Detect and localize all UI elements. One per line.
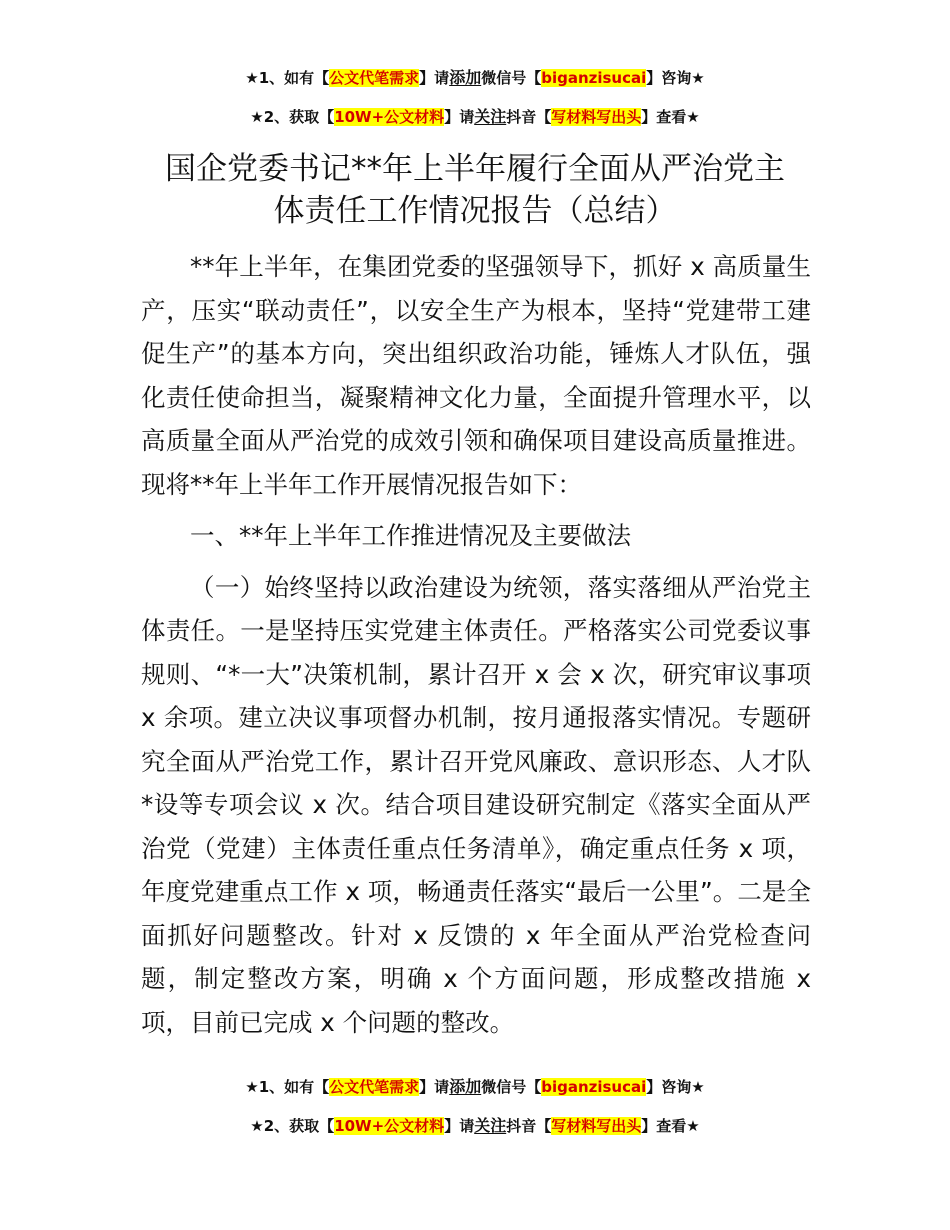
ad-line1-mid1: 】请 xyxy=(419,69,450,87)
ad-line1-highlight-service: 公文代笔需求 xyxy=(329,1078,420,1096)
ad-line2-suffix: 】查看★ xyxy=(641,1117,700,1135)
ad-line1-prefix: ★1、如有【 xyxy=(245,1078,330,1096)
ad-line2-highlight-materials: 10W+公文材料 xyxy=(334,108,445,126)
section-1-heading: 一、**年上半年工作推进情况及主要做法 xyxy=(190,521,631,550)
ad-line1-mid2: 微信号【 xyxy=(481,69,542,87)
ad-line1-highlight-service: 公文代笔需求 xyxy=(329,69,420,87)
document-title-line-1: 国企党委书记**年上半年履行全面从严治党主 xyxy=(165,151,785,187)
intro-paragraph: **年上半年，在集团党委的坚强领导下，抓好 x 高质量生产，压实“联动责任”，以安全生产为根本，坚持“党建带工建促生产”的基本方向，突出组织政治功能，锤炼人才队伍，强化责任使命担当，凝聚精神文化力量，全面提升管理水平，以高质量全面从严治党的成效引领和确保项目建设高质量推进。现将**年上半年工作开展情况报告如下： xyxy=(141,252,811,499)
ad-line1-underline-add: 添加 xyxy=(449,68,482,87)
ad-line2-mid1: 】请 xyxy=(444,1117,475,1135)
ad-line1-mid2: 微信号【 xyxy=(481,1078,542,1096)
ad-line1-prefix: ★1、如有【 xyxy=(245,69,330,87)
document-title-line-2: 体责任工作情况报告（总结） xyxy=(273,193,677,229)
ad-line1-highlight-wechat: biganzisucai xyxy=(541,1078,647,1096)
ad-line2-underline-follow: 关注 xyxy=(474,1116,507,1135)
ad-line1-highlight-wechat: biganzisucai xyxy=(541,69,647,87)
footer-ad-line-1 xyxy=(0,1076,950,1098)
ad-line2-underline-follow: 关注 xyxy=(474,107,507,126)
footer-ad-line-2 xyxy=(0,1115,950,1137)
document-body xyxy=(141,245,811,1044)
ad-line1-suffix: 】咨询★ xyxy=(646,69,705,87)
ad-line2-highlight-douyin: 写材料写出头 xyxy=(551,1117,642,1135)
ad-line1-mid1: 】请 xyxy=(419,1078,450,1096)
ad-line2-mid2: 抖音【 xyxy=(506,1117,552,1135)
ad-line2-suffix: 】查看★ xyxy=(641,108,700,126)
ad-line2-highlight-materials: 10W+公文材料 xyxy=(334,1117,445,1135)
section-1-paragraph-1: （一）始终坚持以政治建设为统领，落实落细从严治党主体责任。一是坚持压实党建主体责任。严格落实公司党委议事规则、“*一大”决策机制，累计召开 x 会 x 次，研究审议事项 x 余项。建立决议事项督办机制，按月通报落实情况。专题研究全面从严治党工作，累计召开党风廉政、意识形态、人才队*设等专项会议 x 次。结合项目建设研究制定《落实全面从严治党（党建）主体责任重点任务清单》，确定重点任务 x 项，年度党建重点工作 x 项，畅通责任落实“最后一公里”。二是全面抓好问题整改。针对 x 反馈的 x 年全面从严治党检查问题，制定整改方案，明确 x 个方面问题，形成整改措施 x 项，目前已完成 x 个问题的整改。 xyxy=(141,572,811,1037)
ad-line2-mid2: 抖音【 xyxy=(506,108,552,126)
ad-line2-prefix: ★2、获取【 xyxy=(250,1117,335,1135)
ad-line2-prefix: ★2、获取【 xyxy=(250,108,335,126)
ad-line2-mid1: 】请 xyxy=(444,108,475,126)
ad-line1-suffix: 】咨询★ xyxy=(646,1078,705,1096)
ad-line1-underline-add: 添加 xyxy=(449,1077,482,1096)
header-ad-line-1 xyxy=(0,67,950,89)
ad-line2-highlight-douyin: 写材料写出头 xyxy=(551,108,642,126)
header-ad-line-2 xyxy=(0,106,950,128)
